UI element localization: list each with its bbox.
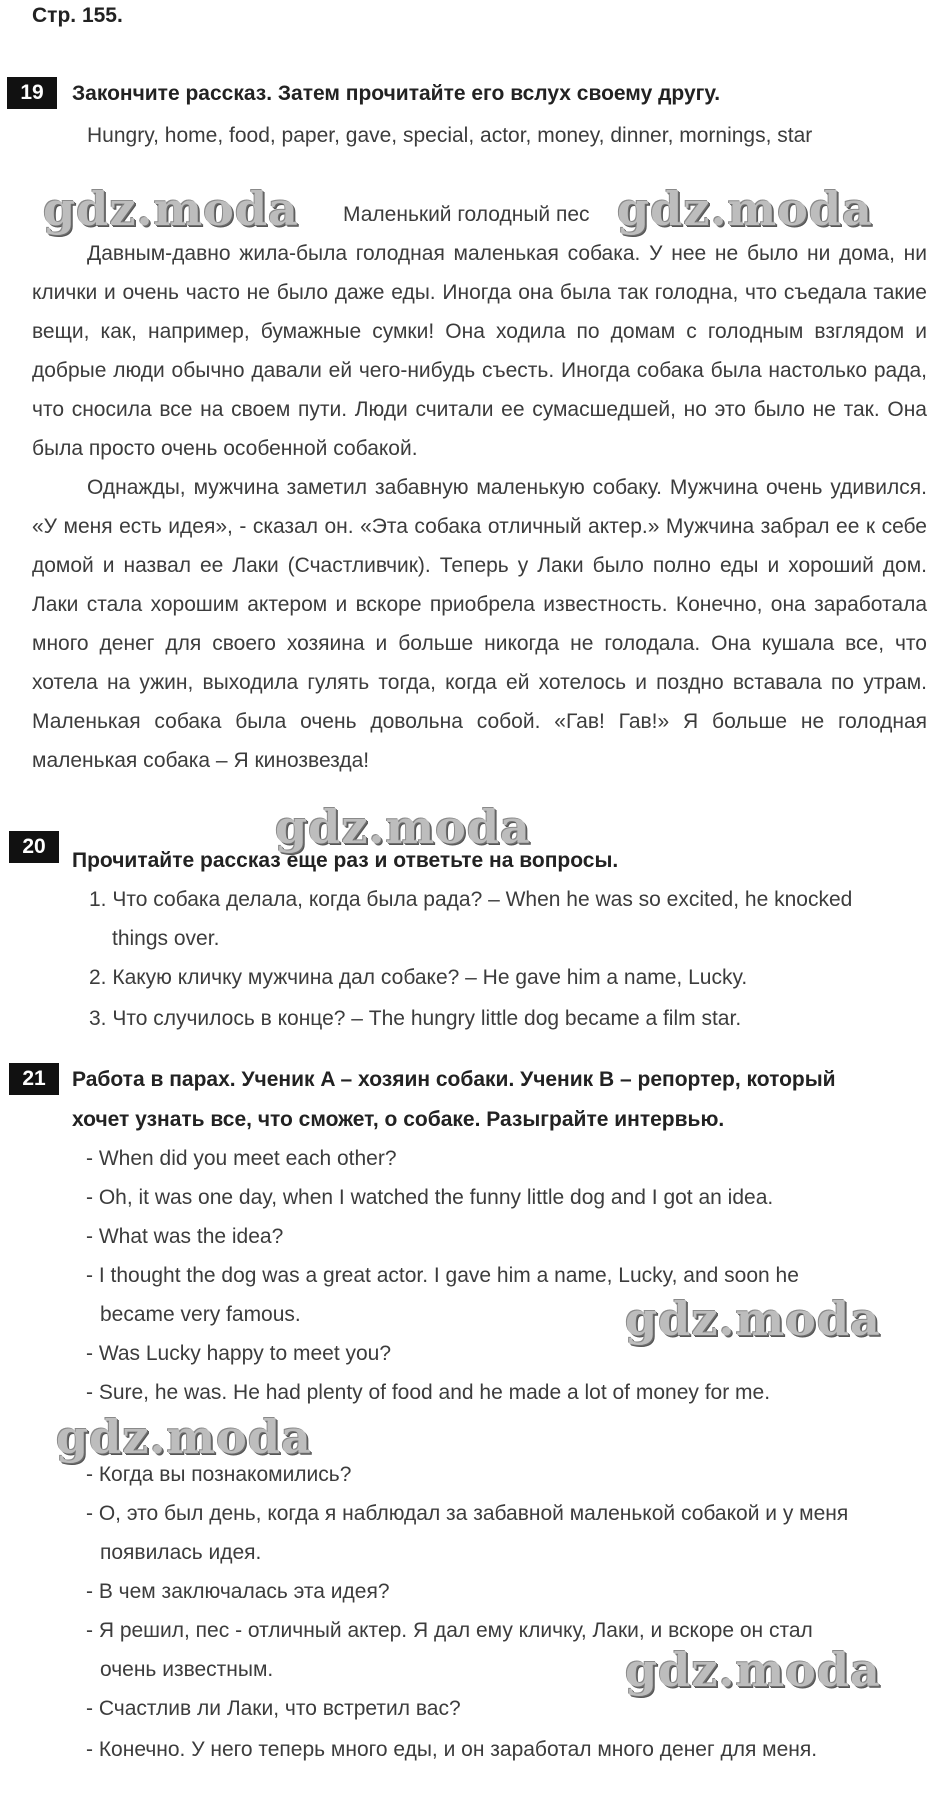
dialogue-line: - Счастлив ли Лаки, что встретил вас? (86, 1697, 461, 1720)
dialogue-line: - О, это был день, когда я наблюдал за забавной маленькой собакой и у меня (86, 1502, 849, 1525)
dialogue-line: - Конечно. У него теперь много еды, и он заработал много денег для меня. (86, 1738, 818, 1761)
story-text (32, 234, 927, 780)
exercise-21-instruction-line1: Работа в парах. Ученик A – хозяин собаки. Ученик B – репортер, который (72, 1068, 836, 1091)
story-paragraph-2: Однажды, мужчина заметил забавную маленькую собаку. Мужчина очень удивился. «У меня есть идея», - сказал он. «Эта собака отличный актер.» Мужчина забрал ее к себе домой и назвал ее Лаки (Счастливчик). Теперь у Лаки было полно еды и хороший дом. Лаки стала хорошим актером и вскоре приобрела известность. Конечно, она заработала много денег для своего хозяина и больше никогда не голодала. Она кушала все, что хотела на ужин, выходила гулять тогда, когда ей хотелось и поздно вставала по утрам. Маленькая собака была очень довольна собой. «Гав! Гав!» Я больше не голодная маленькая собака – Я кинозвезда! (32, 476, 927, 772)
story-title: Маленький голодный пес (343, 203, 590, 226)
dialogue-line: - Oh, it was one day, when I watched the funny little dog and I got an idea. (86, 1186, 774, 1209)
dialogue-line: - В чем заключалась эта идея? (86, 1580, 390, 1603)
exercise-19-number: 19 (7, 77, 57, 109)
dialogue-line: - Когда вы познакомились? (86, 1463, 352, 1486)
watermark: gdz.moda (43, 182, 299, 236)
exercise-19-instruction: Закончите рассказ. Затем прочитайте его вслух своему другу. (72, 82, 721, 105)
dialogue-line: - I thought the dog was a great actor. I gave him a name, Lucky, and soon he (86, 1264, 799, 1287)
watermark: gdz.moda (56, 1410, 312, 1464)
exercise-19-word-bank: Hungry, home, food, paper, gave, special, actor, money, dinner, mornings, star (87, 124, 813, 147)
dialogue-line: - When did you meet each other? (86, 1147, 397, 1170)
dialogue-line: - Sure, he was. He had plenty of food and he made a lot of money for me. (86, 1381, 771, 1404)
answer-item: 1. Что собака делала, когда была рада? – When he was so excited, he knocked (89, 888, 853, 911)
exercise-21-number: 21 (9, 1063, 59, 1095)
answer-item: 2. Какую кличку мужчина дал собаке? – He gave him a name, Lucky. (89, 966, 748, 989)
dialogue-line: - Я решил, пес - отличный актер. Я дал ему кличку, Лаки, и вскоре он стал (86, 1619, 813, 1642)
exercise-20-number: 20 (9, 831, 59, 863)
dialogue-line: - Was Lucky happy to meet you? (86, 1342, 392, 1365)
story-paragraph-1: Давным-давно жила-была голодная маленькая собака. У нее не было ни дома, ни клички и очень часто не было даже еды. Иногда она была так голодна, что съедала такие вещи, как, например, бумажные сумки! Она ходила по домам с голодным взглядом и добрые люди обычно давали ей чего-нибудь съесть. Иногда собака была настолько рада, что сносила все на своем пути. Люди считали ее сумасшедшей, но это было не так. Она была просто очень особенной собакой. (32, 242, 927, 460)
answer-item-continuation: things over. (112, 927, 220, 950)
exercise-21-instruction-line2: хочет узнать все, что сможет, о собаке. Разыграйте интервью. (72, 1108, 725, 1131)
dialogue-line: - What was the idea? (86, 1225, 284, 1248)
dialogue-line-continuation: появилась идея. (100, 1541, 262, 1564)
dialogue-line-continuation: became very famous. (100, 1303, 301, 1326)
watermark: gdz.moda (617, 182, 873, 236)
watermark: gdz.moda (275, 800, 531, 854)
page-label: Стр. 155. (32, 4, 123, 27)
watermark: gdz.moda (625, 1643, 881, 1697)
exercise-20-instruction: Прочитайте рассказ еще раз и ответьте на вопросы. (72, 849, 619, 872)
watermark: gdz.moda (625, 1292, 881, 1346)
dialogue-line-continuation: очень известным. (100, 1658, 274, 1681)
answer-item: 3. Что случилось в конце? – The hungry little dog became a film star. (89, 1007, 742, 1030)
